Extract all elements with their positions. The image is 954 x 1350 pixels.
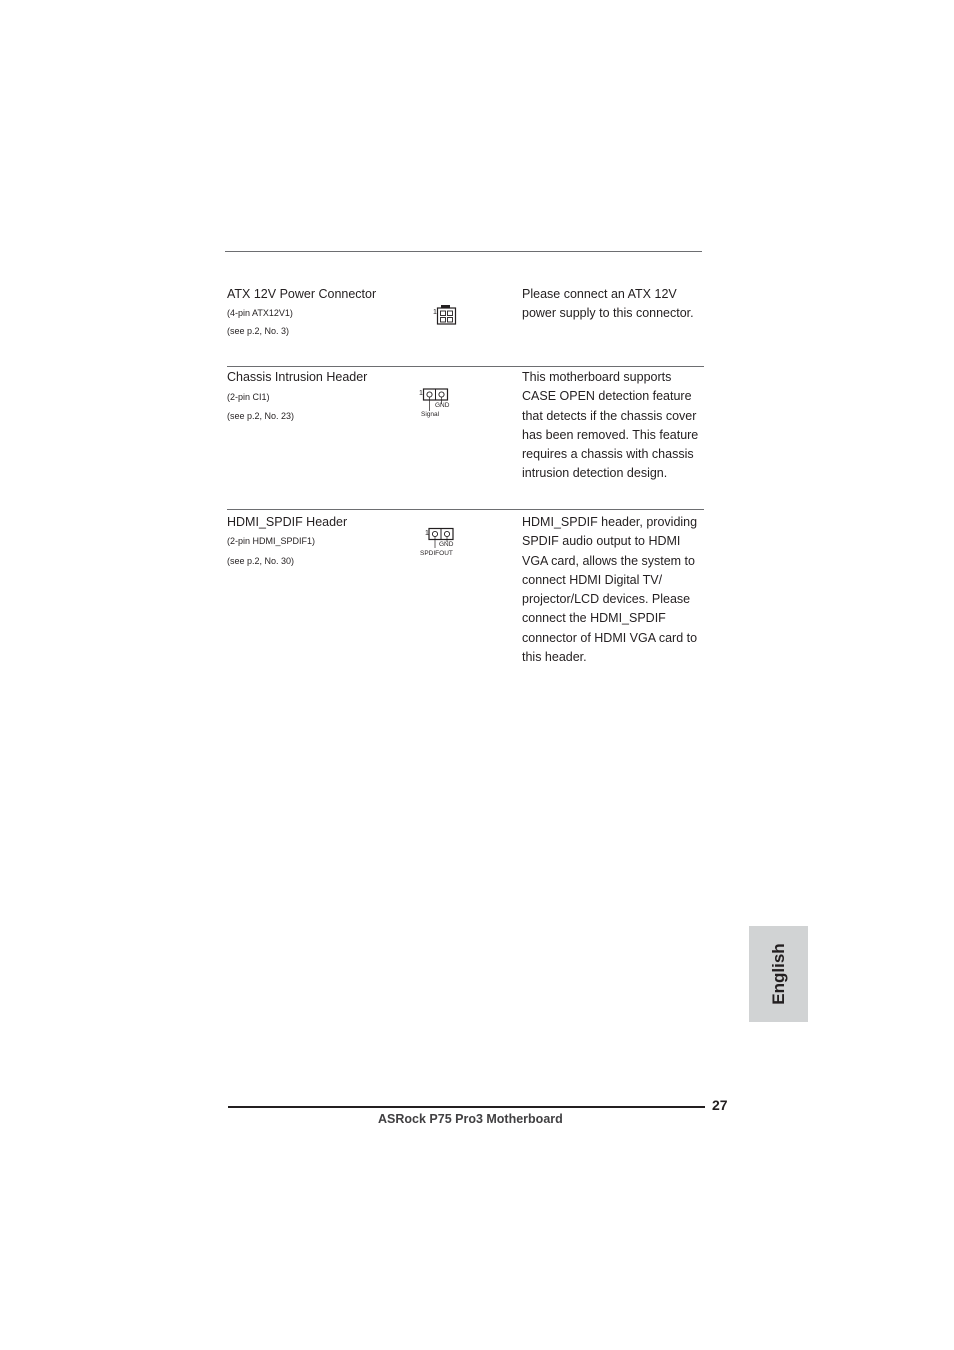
description-line: connector of HDMI VGA card to bbox=[522, 630, 698, 645]
top-divider bbox=[225, 251, 702, 252]
pin-label-gnd: GND bbox=[439, 541, 454, 548]
pin-info: (4-pin ATX12V1) bbox=[227, 308, 293, 318]
pin1-marker: 1 bbox=[419, 390, 423, 397]
pin1-marker: 1 bbox=[425, 530, 429, 537]
page-reference: (see p.2, No. 3) bbox=[227, 326, 290, 336]
language-tab bbox=[749, 926, 808, 1022]
section-description bbox=[522, 368, 712, 484]
pin-label-gnd: GND bbox=[435, 402, 450, 409]
language-tab-label: English bbox=[768, 943, 788, 1005]
chassis-intrusion-header-icon bbox=[421, 387, 451, 413]
description-line: VGA card, allows the system to bbox=[522, 553, 695, 568]
description-line: requires a chassis with chassis bbox=[522, 447, 694, 462]
description-line: This motherboard supports bbox=[522, 370, 672, 384]
section-title: ATX 12V Power Connector bbox=[227, 287, 377, 301]
pin1-marker: 1 bbox=[433, 309, 437, 316]
pin-label-signal: Signal bbox=[421, 411, 440, 418]
description-line: that detects if the chassis cover bbox=[522, 408, 697, 423]
atx12v-connector-icon bbox=[436, 304, 458, 326]
description-line: Please connect an ATX 12V bbox=[522, 287, 677, 301]
section-title: Chassis Intrusion Header bbox=[227, 370, 368, 384]
description-line: CASE OPEN detection feature bbox=[522, 389, 692, 404]
pin-label-spdifout: SPDIFOUT bbox=[420, 550, 453, 557]
description-line: this header. bbox=[522, 650, 587, 665]
page-reference: (see p.2, No. 30) bbox=[227, 556, 295, 566]
footer-divider bbox=[228, 1106, 705, 1108]
description-line: connect HDMI Digital TV/ bbox=[522, 572, 663, 587]
description-line: HDMI_SPDIF header, providing bbox=[522, 515, 698, 529]
pin-info: (2-pin CI1) bbox=[227, 392, 270, 402]
description-line: SPDIF audio output to HDMI bbox=[522, 534, 681, 549]
description-line: connect the HDMI_SPDIF bbox=[522, 611, 666, 626]
page-number: 27 bbox=[712, 1097, 728, 1113]
description-line: has been removed. This feature bbox=[522, 427, 699, 442]
footer-product-name: ASRock P75 Pro3 Motherboard bbox=[378, 1112, 563, 1126]
page-reference: (see p.2, No. 23) bbox=[227, 411, 295, 421]
description-line: intrusion detection design. bbox=[522, 466, 668, 481]
section-description bbox=[522, 513, 712, 667]
description-line: power supply to this connector. bbox=[522, 306, 694, 321]
section-divider bbox=[227, 366, 704, 367]
section-title: HDMI_SPDIF Header bbox=[227, 515, 348, 529]
description-line: projector/LCD devices. Please bbox=[522, 592, 691, 607]
section-divider bbox=[227, 509, 704, 510]
pin-info: (2-pin HDMI_SPDIF1) bbox=[227, 536, 316, 546]
section-description bbox=[522, 285, 712, 324]
